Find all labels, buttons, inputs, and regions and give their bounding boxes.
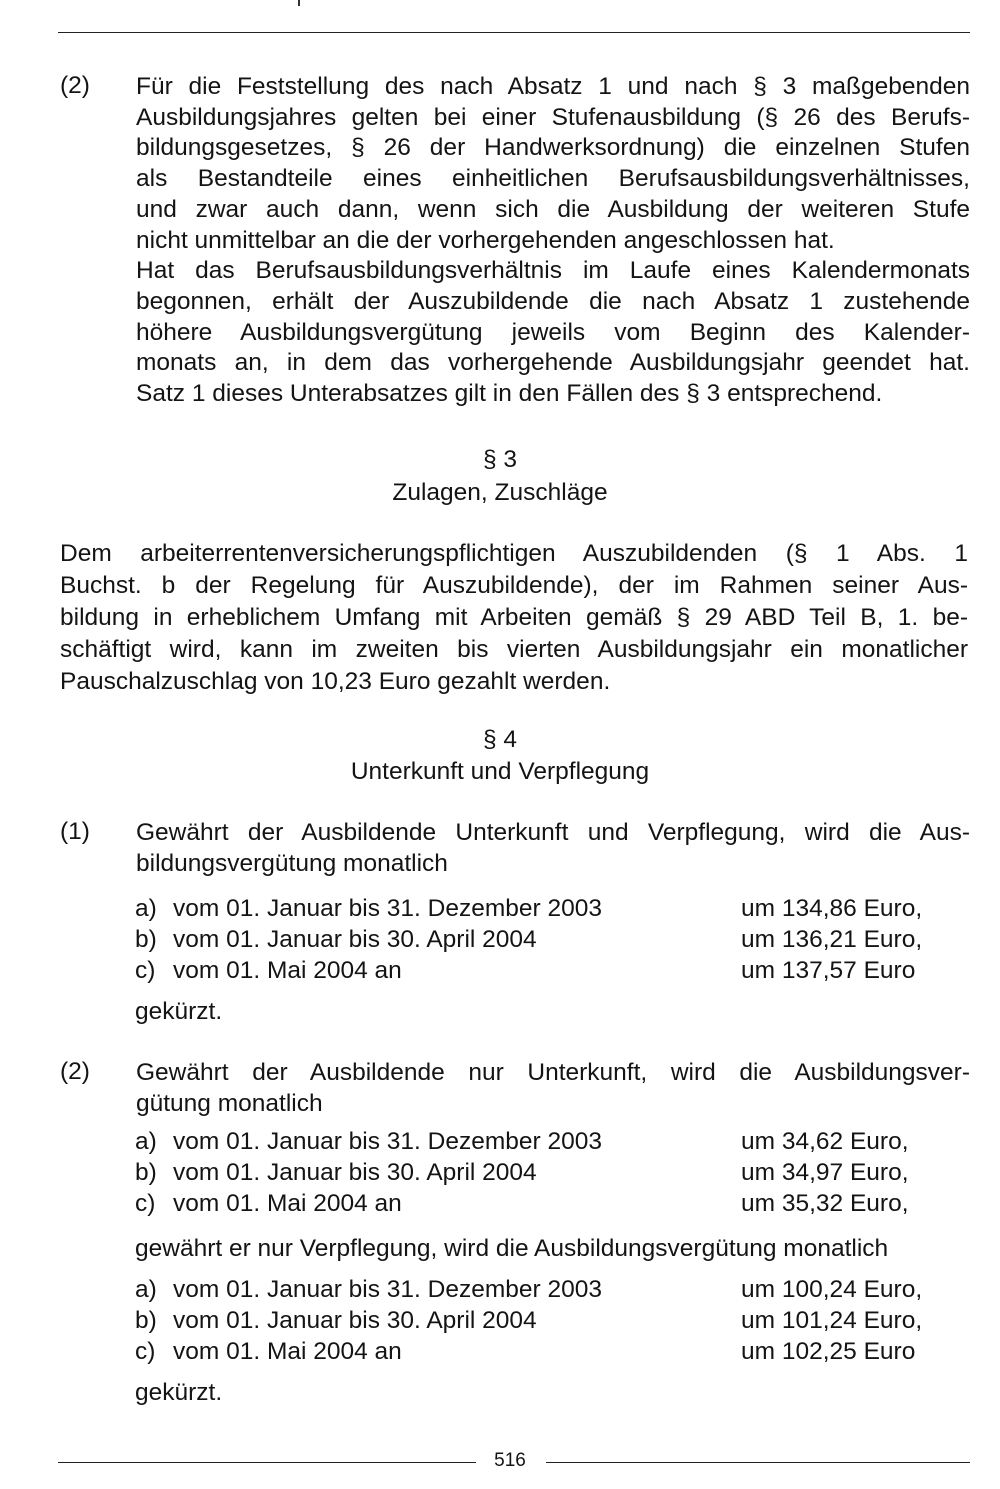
footer-rule-left [58,1462,476,1463]
section-3-text [60,538,968,698]
rate-list [135,1274,965,1367]
section-3-number: § 3 [482,446,518,473]
text-line: als Bestandteile eines einheitlichen Berufsausbildungsverhältnisses, [136,165,970,193]
list-item: c) vom 01. Mai 2004 an um 102,25 Euro [135,1338,916,1365]
text-line: Für die Feststellung des nach Absatz 1 und nach § 3 maßgebenden [136,73,970,100]
scan-mark [298,0,300,6]
text-line: Satz 1 dieses Unterabsatzes gilt in den Fällen des § 3 entsprechend. [136,380,883,408]
paragraph-text [136,1058,970,1119]
text-line: Gewährt der Ausbildende Unterkunft und Verpflegung, wird die Aus- [136,819,970,846]
text-line: nicht unmittelbar an die der vorhergehenden angeschlossen hat. [136,226,835,254]
paragraph-text [136,818,970,879]
paragraph-number: (2) [60,1058,90,1085]
paragraph-text [136,72,970,410]
list-item: b) vom 01. Januar bis 30. April 2004 um 136,21 Euro, [135,926,923,953]
page-number: 516 [494,1450,526,1471]
rate-list [135,893,965,986]
text-line: Hat das Berufsausbildungsverhältnis im Laufe eines Kalendermonats [136,257,970,285]
paragraph-number: (2) [60,72,90,99]
list-item: a) vom 01. Januar bis 31. Dezember 2003 um 34,62 Euro, [135,1128,909,1155]
rate-list [135,1126,965,1219]
text-line: begonnen, erhält der Auszubildende die nach Absatz 1 zustehende [136,287,970,315]
section-4-number: § 4 [482,726,518,753]
page-footer [0,1446,1000,1476]
text-line: bildung in erheblichem Umfang mit Arbeiten gemäß § 29 ABD Teil B, 1. be- [60,604,968,631]
section-4-title: Unterkunft und Verpflegung [350,758,650,785]
footer-rule-right [546,1462,970,1463]
section-4-paragraph-2 [60,1058,970,1119]
list-item: c) vom 01. Mai 2004 an um 137,57 Euro [135,957,916,984]
text-line: monats an, in dem das vorhergehende Ausbildungsjahr geendet hat. [136,349,970,377]
section-3-title: Zulagen, Zuschläge [392,479,608,506]
text-line: Pauschalzuschlag von 10,23 Euro gezahlt werden. [60,668,611,695]
closing-text: gekürzt. [135,998,223,1025]
text-line: Ausbildungsjahres gelten bei einer Stufenausbildung (§ 26 des Berufs- [136,103,970,131]
text-line: schäftigt wird, kann im zweiten bis vierten Ausbildungsjahr ein monatlicher [60,636,968,663]
paragraph-2 [60,72,970,410]
text-line: bildungsvergütung monatlich [136,849,448,877]
list-item: a) vom 01. Januar bis 31. Dezember 2003 um 134,86 Euro, [135,895,923,922]
list-item: b) vom 01. Januar bis 30. April 2004 um 34,97 Euro, [135,1159,909,1186]
list-item: b) vom 01. Januar bis 30. April 2004 um 101,24 Euro, [135,1307,923,1334]
text-line: Gewährt der Ausbildende nur Unterkunft, wird die Ausbildungsver- [136,1059,970,1086]
text-line: Buchst. b der Regelung für Auszubildende), der im Rahmen seiner Aus- [60,572,968,599]
middle-text: gewährt er nur Verpflegung, wird die Ausbildungsvergütung monatlich [135,1235,889,1262]
section-4-paragraph-1 [60,818,970,879]
closing-text: gekürzt. [135,1379,223,1406]
text-line: gütung monatlich [136,1089,323,1117]
text-line: und zwar auch dann, wenn sich die Ausbildung der weiteren Stufe [136,195,970,223]
text-line: höhere Ausbildungsvergütung jeweils vom Beginn des Kalender- [136,318,970,346]
text-line: bildungsgesetzes, § 26 der Handwerksordnung) die einzelnen Stufen [136,134,970,162]
header-rule [58,32,970,33]
list-item: a) vom 01. Januar bis 31. Dezember 2003 um 100,24 Euro, [135,1276,923,1303]
paragraph-number: (1) [60,818,90,845]
list-item: c) vom 01. Mai 2004 an um 35,32 Euro, [135,1190,909,1217]
text-line: Dem arbeiterrentenversicherungspflichtigen Auszubildenden (§ 1 Abs. 1 [60,540,968,567]
